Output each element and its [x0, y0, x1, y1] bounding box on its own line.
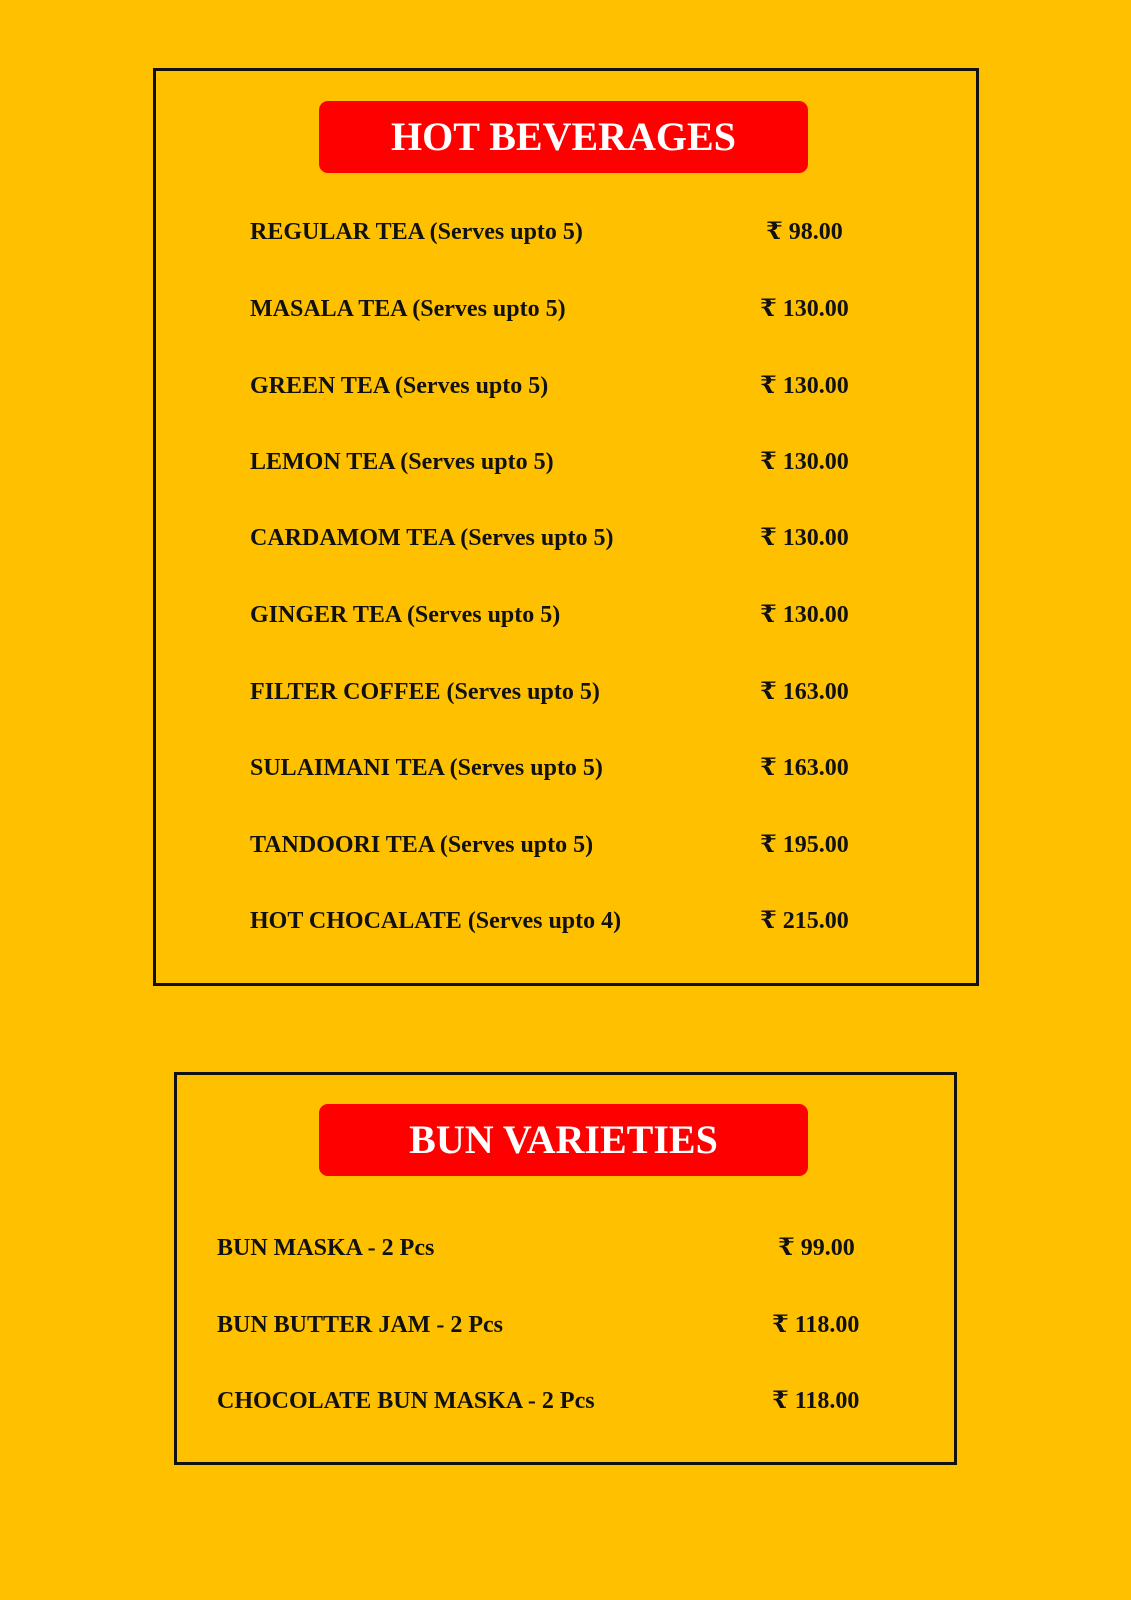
menu-item-lemon-tea: [250, 447, 900, 477]
menu-item-price: ₹ 118.00: [772, 1388, 860, 1414]
menu-item-green-tea: [250, 371, 900, 401]
menu-item-tandoori-tea: [250, 830, 900, 860]
menu-item-name: BUN MASKA - 2 Pcs: [217, 1235, 435, 1261]
menu-item-bun-butter-jam: [217, 1310, 917, 1340]
hot-beverages-section: [153, 68, 979, 986]
menu-item-price: ₹ 130.00: [760, 602, 849, 628]
menu-item-price: ₹ 98.00: [766, 219, 843, 245]
menu-item-price: ₹ 130.00: [760, 525, 849, 551]
menu-item-name: GINGER TEA (Serves upto 5): [250, 602, 561, 628]
menu-item-price: ₹ 118.00: [772, 1312, 860, 1338]
menu-item-name: FILTER COFFEE (Serves upto 5): [250, 679, 600, 705]
menu-item-price: ₹ 99.00: [778, 1235, 855, 1261]
menu-item-price: ₹ 130.00: [760, 449, 849, 475]
menu-item-price: ₹ 163.00: [760, 755, 849, 781]
menu-item-price: ₹ 130.00: [760, 373, 849, 399]
menu-item-hot-chocalate: [250, 906, 900, 936]
menu-item-name: HOT CHOCALATE (Serves upto 4): [250, 908, 622, 934]
section-header-bun-varieties: BUN VARIETIES: [319, 1104, 808, 1176]
menu-item-name: SULAIMANI TEA (Serves upto 5): [250, 755, 603, 781]
menu-item-name: CARDAMOM TEA (Serves upto 5): [250, 525, 614, 551]
menu-item-sulaimani-tea: [250, 753, 900, 783]
menu-item-name: MASALA TEA (Serves upto 5): [250, 296, 566, 322]
menu-item-name: LEMON TEA (Serves upto 5): [250, 449, 554, 475]
menu-item-price: ₹ 130.00: [760, 296, 849, 322]
menu-item-masala-tea: [250, 294, 900, 324]
menu-item-bun-maska: [217, 1233, 917, 1263]
bun-varieties-section: [174, 1072, 957, 1465]
menu-item-price: ₹ 215.00: [760, 908, 849, 934]
menu-item-price: ₹ 195.00: [760, 832, 849, 858]
section-header-hot-beverages: HOT BEVERAGES: [319, 101, 808, 173]
menu-item-name: CHOCOLATE BUN MASKA - 2 Pcs: [217, 1388, 595, 1414]
menu-item-chocolate-bun-maska: [217, 1386, 917, 1416]
menu-item-name: TANDOORI TEA (Serves upto 5): [250, 832, 594, 858]
menu-item-price: ₹ 163.00: [760, 679, 849, 705]
menu-item-filter-coffee: [250, 677, 900, 707]
menu-item-regular-tea: [250, 217, 900, 247]
menu-item-ginger-tea: [250, 600, 900, 630]
menu-item-name: REGULAR TEA (Serves upto 5): [250, 219, 583, 245]
menu-item-name: GREEN TEA (Serves upto 5): [250, 373, 549, 399]
menu-item-cardamom-tea: [250, 523, 900, 553]
menu-item-name: BUN BUTTER JAM - 2 Pcs: [217, 1312, 503, 1338]
